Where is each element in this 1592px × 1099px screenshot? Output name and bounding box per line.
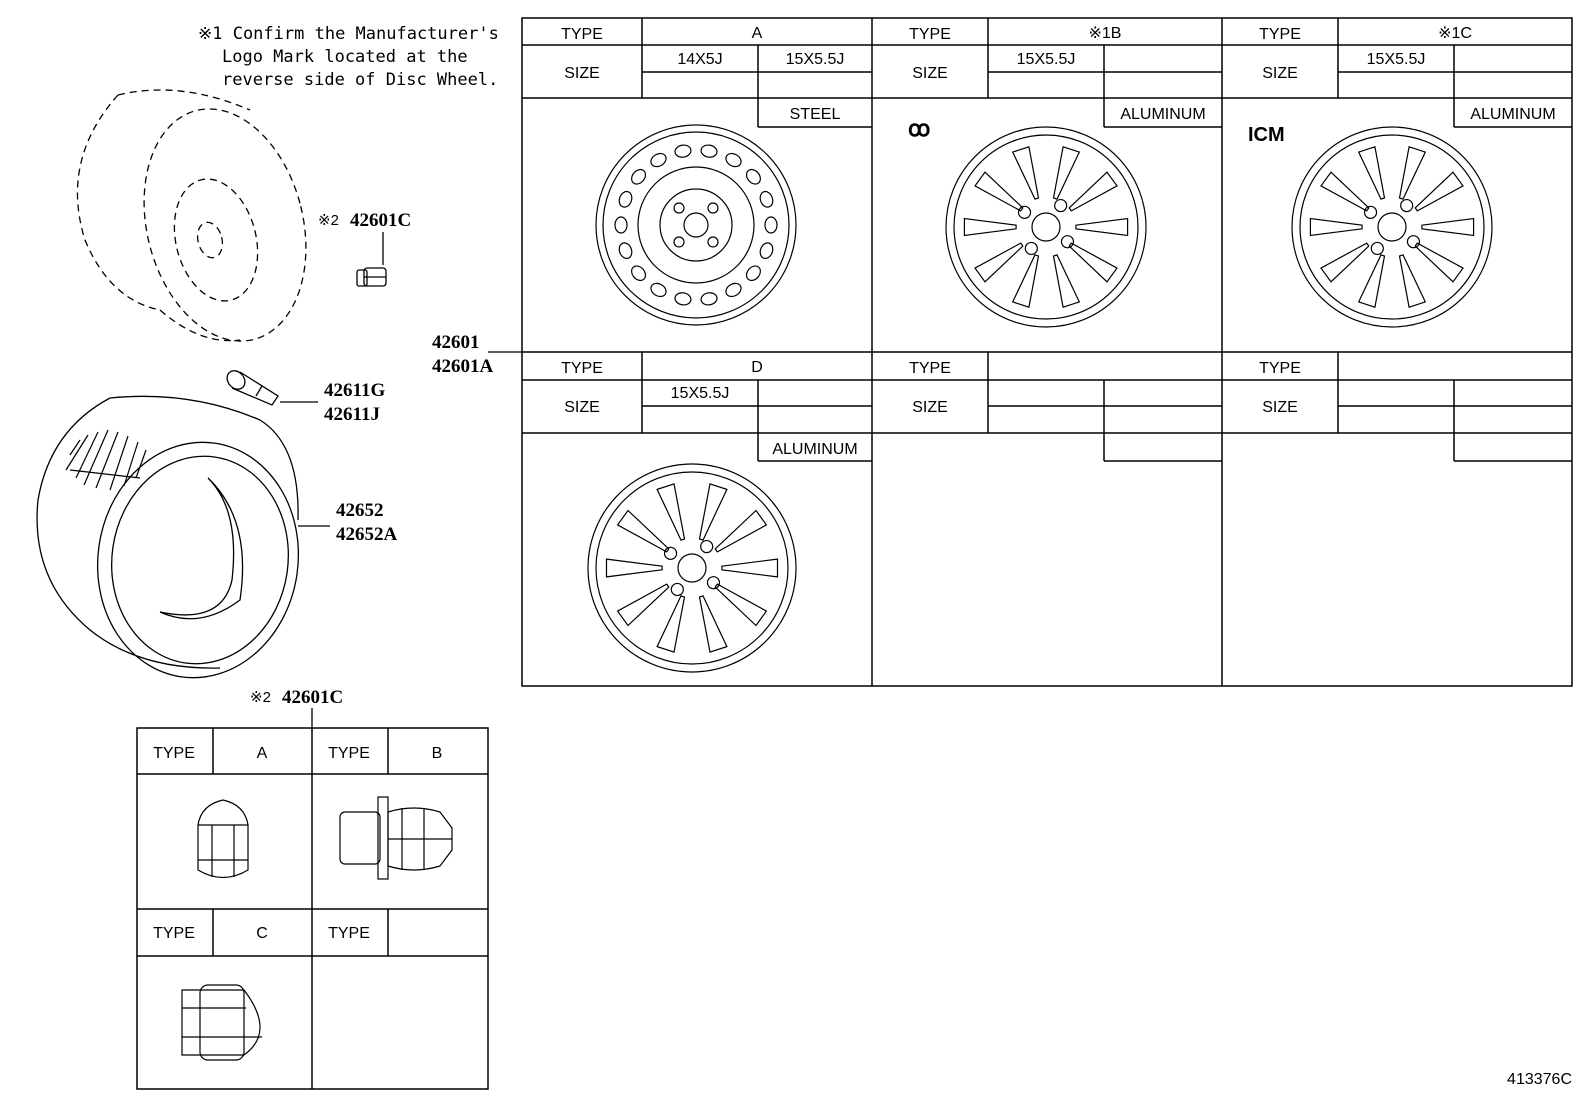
spoke-opening [1400,147,1426,199]
lug-hole [1019,206,1031,218]
svg-text:※2: ※2 [250,689,271,706]
spoke-opening [1400,255,1426,307]
lug-hole [1055,200,1067,212]
type-label: TYPE [153,925,195,942]
spoke-opening [1013,147,1039,199]
spoke-opening [715,584,766,625]
material-label: ALUMINUM [772,441,858,458]
lug-hole [1401,200,1413,212]
lug-hole [665,547,677,559]
spoke-opening [1359,147,1385,199]
lug-hole [701,541,713,553]
vent-hole [758,241,775,260]
vent-hole [617,241,634,260]
vent-hole [758,190,775,209]
lug-nut-type-table [137,728,488,1089]
nut-type-c: C [256,925,268,942]
spoke-opening [964,219,1016,236]
vent-hole [674,144,692,159]
material-label: STEEL [789,106,841,123]
type-value-a: A [751,25,763,42]
size-value: 15X5.5J [1366,51,1426,68]
manufacturer-note [198,24,499,90]
spoke-opening [1069,243,1117,282]
spoke-opening [1013,255,1039,307]
size-value: 14X5J [677,51,723,68]
spoke-opening [1415,172,1463,211]
alloy-wheel-d-icon [588,464,796,672]
type-label: TYPE [561,26,603,43]
material-label: ALUMINUM [1120,106,1206,123]
lug-hole [1365,206,1377,218]
vent-hole [744,167,763,187]
cm-logo-icon: ICM [1248,124,1285,146]
lug-hole [1061,236,1073,248]
size-value: 15X5.5J [1016,51,1076,68]
part-number-42652: 42652 [336,500,384,521]
alloy-wheel-b-icon [946,127,1146,327]
material-label: ALUMINUM [1470,106,1556,123]
spoke-opening [975,243,1023,282]
vent-hole [700,292,718,307]
spoke-opening [700,484,727,540]
vent-hole [724,151,744,169]
spoke-opening [618,584,669,625]
part-number-42611j: 42611J [324,404,380,425]
vent-hole [674,292,692,307]
note-line-3: reverse side of Disc Wheel. [222,70,499,90]
size-label: SIZE [912,399,948,416]
callout-disc-wheel [432,332,522,377]
vent-hole [765,217,777,233]
spoke-opening [1321,243,1369,282]
type-label: TYPE [1259,26,1301,43]
nut-b-icon [340,797,452,879]
alloy-wheel-c-icon [1292,127,1492,327]
spoke-opening [1054,147,1080,199]
vent-hole [744,263,763,283]
nut-type-a: A [256,745,268,762]
lug-hole [1371,242,1383,254]
size-label: SIZE [564,399,600,416]
lug-hole [708,203,718,213]
lug-hole [707,577,719,589]
type-label: TYPE [909,26,951,43]
spoke-opening [657,484,684,540]
type-label: TYPE [328,925,370,942]
spoke-opening [1321,172,1369,211]
callout-lug-nut-top [318,210,411,286]
type-value-c: ※1C [1438,25,1472,42]
type-label: TYPE [1259,360,1301,377]
type-value-b: ※1B [1088,25,1122,42]
vent-hole [700,144,718,159]
type-label: TYPE [328,745,370,762]
spoke-opening [700,596,727,652]
vent-hole [649,151,669,169]
spoke-opening [1069,172,1117,211]
lug-hole [671,583,683,595]
vent-hole [724,281,744,299]
steel-wheel-icon [596,125,796,325]
lug-hole [674,203,684,213]
note-line-1: ※1 Confirm the Manufacturer's [198,24,499,44]
vent-hole [629,263,648,283]
size-value: 15X5.5J [670,385,730,402]
type-value-d: D [751,359,763,376]
spoke-opening [1076,219,1128,236]
size-value: 15X5.5J [785,51,845,68]
spoke-opening [715,511,766,552]
tire-illustration [37,396,397,690]
part-number-42601c: 42601C [350,210,412,231]
type-label: TYPE [153,745,195,762]
note-line-2: Logo Mark located at the [222,47,468,67]
part-number-42601: 42601 [432,332,480,353]
nut-type-b: B [431,745,443,762]
lug-hole [1025,242,1037,254]
vent-hole [629,167,648,187]
spoke-opening [1415,243,1463,282]
part-number-42601c: 42601C [282,687,344,708]
nut-c-icon [182,985,262,1060]
drawing-number: 413376C [1507,1071,1572,1088]
spoke-opening [1310,219,1362,236]
vent-hole [649,281,669,299]
type-label: TYPE [909,360,951,377]
part-number-42611g: 42611G [324,380,386,401]
size-label: SIZE [1262,399,1298,416]
size-label: SIZE [564,65,600,82]
vent-hole [615,217,627,233]
valve-stem-illustration [223,367,385,425]
spoke-opening [657,596,684,652]
vent-hole [617,190,634,209]
infinity-logo-icon: ꝏ [908,116,931,141]
nut-a-icon [198,800,248,878]
spoke-opening [618,511,669,552]
svg-text:※2: ※2 [318,212,339,229]
spoke-opening [1359,255,1385,307]
callout-lug-nut-bottom [250,687,343,728]
lug-nut-icon [357,268,386,286]
type-label: TYPE [561,360,603,377]
size-label: SIZE [912,65,948,82]
spoke-opening [1422,219,1474,236]
wheel-type-table [522,18,1572,686]
lug-hole [708,237,718,247]
lug-hole [1407,236,1419,248]
lug-hole [674,237,684,247]
spoke-opening [722,559,778,577]
spoke-opening [1054,255,1080,307]
size-label: SIZE [1262,65,1298,82]
spoke-opening [975,172,1023,211]
disc-wheel-illustration [77,90,329,358]
part-number-42601a: 42601A [432,356,494,377]
spoke-opening [607,559,663,577]
part-number-42652a: 42652A [336,524,398,545]
